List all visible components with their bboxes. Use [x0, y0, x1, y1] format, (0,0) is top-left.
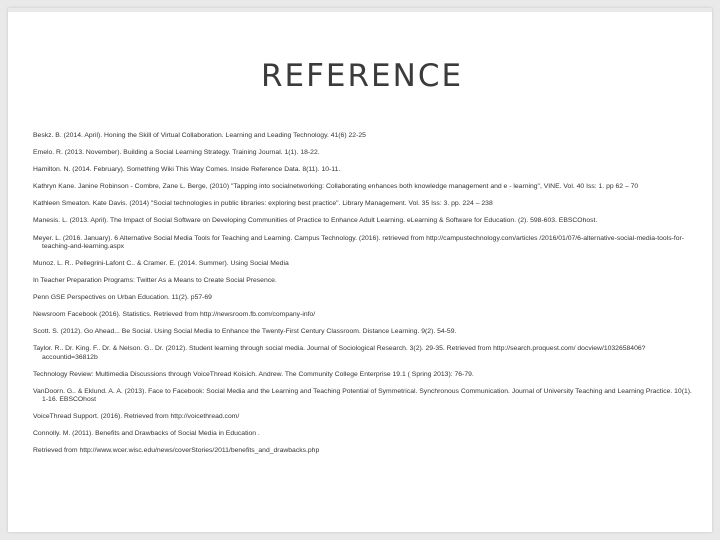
reference-item: Newsroom Facebook (2016). Statistics. Retrieved from http://newsroom.fb.com/company-info/ — [33, 311, 316, 319]
reference-item: Connolly. M. (2011). Benefits and Drawbacks of Social Media in Education . — [33, 430, 260, 438]
reference-list — [33, 132, 693, 455]
reference-item: Emelo. R. (2013. November). Building a Social Learning Strategy. Training Journal. 1(1). 18-22. — [33, 149, 320, 157]
reference-item: Technology Review: Multimedia Discussions through VoiceThread Koisich. Andrew. The Community College Enterprise 19.1 ( Spring 2013): 76-79. — [33, 370, 474, 378]
reference-item: Hamilton. N. (2014. February). Something Wiki This Way Comes. Inside Reference Data. 8(11). 10-11. — [33, 166, 341, 174]
reference-item: Kathleen Smeaton. Kate Davis. (2014) "Social technologies in public libraries: exploring best practice". Library Management. Vol. 35 Iss: 3. pp. 224 – 238 — [33, 200, 493, 208]
reference-item: VoiceThread Support. (2016). Retrieved from http://voicethread.com/ — [33, 413, 240, 421]
slide-title: REFERENCE — [260, 58, 464, 94]
reference-item: Retrieved from http://www.wcer.wisc.edu/news/coverStories/2011/benefits_and_drawbacks.php — [33, 447, 320, 455]
reference-item: In Teacher Preparation Programs: Twitter As a Means to Create Social Presence. — [33, 276, 277, 284]
top-band — [8, 8, 712, 12]
reference-item: Meyer. L. (2016. January). 6 Alternative Social Media Tools for Teaching and Learning. Campus Technology. (2016). retrieved from http://campustechnology.com/articles /2016/01/07/6-alternative-social-media-tools-for-teaching-and-learning.aspx — [33, 234, 685, 250]
reference-item: Munoz. L. R.. Pellegrini-Lafont C.. & Cramer. E. (2014. Summer). Using Social Media — [33, 259, 289, 267]
slide-card — [8, 8, 712, 532]
reference-item: Manesis. L. (2013. April). The Impact of Social Software on Developing Communities of Practice to Enhance Adult Learning. eLearning & Software for Education. (2). 598-603. EBSCOhost. — [33, 217, 598, 225]
reference-item: Kathryn Kane. Janine Robinson - Combre, Zane L. Berge, (2010) "Tapping into socialnetworking: Collaborating enhances both knowledge management and e - learning", VINE. Vol. 40 Iss: 1. pp 62 – 70 — [33, 183, 639, 191]
reference-item: Scott. S. (2012). Go Ahead... Be Social. Using Social Media to Enhance the Twenty-First Century Classroom. Distance Learning. 9(2). 54-59. — [33, 328, 457, 336]
reference-item: Beskz. B. (2014. April). Honing the Skill of Virtual Collaboration. Learning and Leading Technology. 41(6) 22-25 — [33, 132, 366, 139]
reference-item: Taylor. R.. Dr. King. F.. Dr. & Nelson. G.. Dr. (2012). Student learning through social media. Journal of Sociological Research. 3(2). 29-35. Retrieved from http://search.proquest.com/ docview/1032658406?accountid=36812b — [33, 345, 646, 361]
reference-item: Penn GSE Perspectives on Urban Education. 11(2). p57-69 — [33, 294, 212, 302]
title-box — [28, 18, 692, 126]
reference-item: VanDoorn. G.. & Eklund. A. A. (2013). Face to Facebook: Social Media and the Learning and Teaching Potential of Symmetrical. Synchronous Communication. Journal of University Teaching and Learning Practice. 10(1). 1-16. EBSCOhost — [33, 387, 692, 403]
